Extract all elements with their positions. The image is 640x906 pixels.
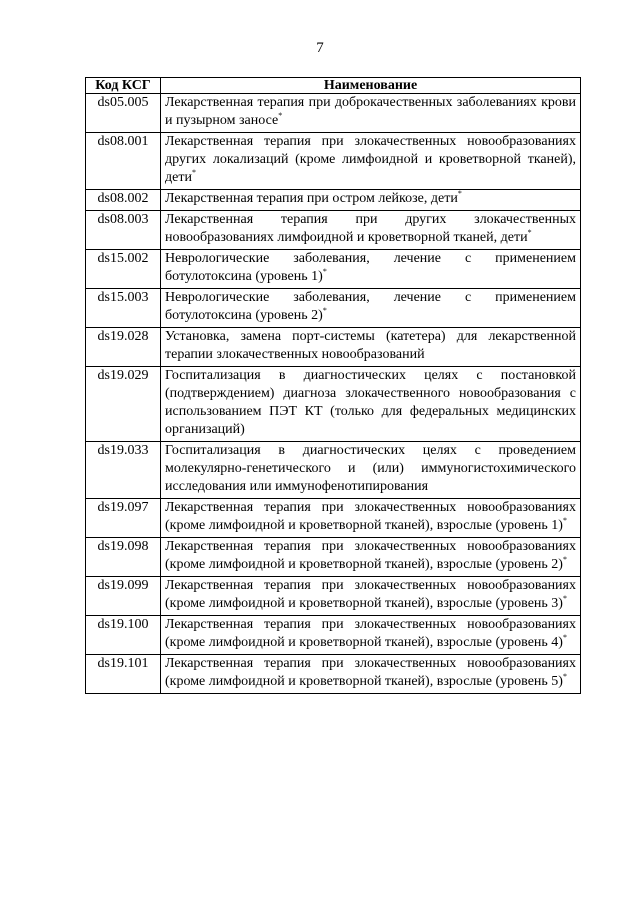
ksg-code-cell: ds19.029 [86,367,161,442]
footnote-mark: * [562,555,567,564]
table-row [86,250,581,289]
footnote-mark: * [457,189,462,198]
footnote-mark: * [322,306,327,315]
table-row [86,133,581,190]
ksg-name-cell [161,250,581,289]
ksg-name-cell [161,616,581,655]
ksg-code-cell: ds19.099 [86,577,161,616]
ksg-name-text: Неврологические заболевания, лечение с применением ботулотоксина (уровень 2) [165,290,576,323]
ksg-code-cell: ds19.097 [86,499,161,538]
table-row [86,190,581,211]
name-column-header: Наименование [161,78,581,94]
footnote-mark: * [527,228,532,237]
ksg-code-cell: ds08.001 [86,133,161,190]
ksg-name-cell [161,367,581,442]
ksg-name-text: Госпитализация в диагностических целях с постановкой (подтверждением) диагноза злокачественного новообразования с использованием ПЭТ КТ (только для федеральных медицинских организаций) [165,368,576,437]
ksg-name-cell [161,442,581,499]
ksg-name-cell [161,328,581,367]
ksg-name-cell [161,655,581,694]
ksg-name-cell [161,289,581,328]
table-row [86,211,581,250]
ksg-name-cell [161,190,581,211]
page-number: 7 [316,40,324,56]
table-row [86,655,581,694]
table-row [86,538,581,577]
table-row [86,616,581,655]
ksg-name-cell [161,133,581,190]
table-row [86,577,581,616]
ksg-name-text: Лекарственная терапия при других злокачественных новообразованиях лимфоидной и кроветворной тканей, дети [165,212,576,245]
ksg-name-cell [161,577,581,616]
footnote-mark: * [562,672,567,681]
footnote-mark: * [191,168,196,177]
ksg-name-text: Госпитализация в диагностических целях с проведением молекулярно-генетического и (или) иммуногистохимического исследования или иммунофенотипирования [165,443,576,494]
table-row [86,499,581,538]
ksg-name-text: Лекарственная терапия при злокачественных новообразованиях (кроме лимфоидной и кроветворной тканей), взрослые (уровень 3) [165,578,576,611]
code-column-header: Код КСГ [86,78,161,94]
table-header-row [86,78,581,94]
ksg-name-text: Лекарственная терапия при злокачественных новообразованиях других локализаций (кроме лимфоидной и кроветворной тканей), дети [165,134,576,185]
ksg-name-cell [161,499,581,538]
ksg-code-cell: ds08.003 [86,211,161,250]
ksg-code-cell: ds08.002 [86,190,161,211]
table-row [86,442,581,499]
footnote-mark: * [278,111,283,120]
ksg-code-cell: ds15.003 [86,289,161,328]
ksg-name-text: Лекарственная терапия при доброкачественных заболеваниях крови и пузырном заносе [165,95,576,128]
footnote-mark: * [322,267,327,276]
ksg-name-text: Лекарственная терапия при остром лейкозе, дети [165,191,458,206]
ksg-name-text: Лекарственная терапия при злокачественных новообразованиях (кроме лимфоидной и кроветворной тканей), взрослые (уровень 5) [165,656,576,689]
table-row [86,367,581,442]
ksg-code-cell: ds19.033 [86,442,161,499]
ksg-code-cell: ds05.005 [86,94,161,133]
ksg-name-text: Лекарственная терапия при злокачественных новообразованиях (кроме лимфоидной и кроветворной тканей), взрослые (уровень 4) [165,617,576,650]
table-row [86,289,581,328]
ksg-name-cell [161,94,581,133]
table-body [86,94,581,694]
ksg-name-text: Лекарственная терапия при злокачественных новообразованиях (кроме лимфоидной и кроветворной тканей), взрослые (уровень 1) [165,500,576,533]
footnote-mark: * [562,594,567,603]
ksg-name-text: Установка, замена порт-системы (катетера) для лекарственной терапии злокачественных новообразований [165,329,576,362]
ksg-name-cell [161,211,581,250]
ksg-code-cell: ds19.098 [86,538,161,577]
ksg-name-text: Неврологические заболевания, лечение с применением ботулотоксина (уровень 1) [165,251,576,284]
ksg-name-cell [161,538,581,577]
ksg-code-cell: ds15.002 [86,250,161,289]
table-row [86,94,581,133]
ksg-code-cell: ds19.028 [86,328,161,367]
footnote-mark: * [562,516,567,525]
footnote-mark: * [562,633,567,642]
ksg-name-text: Лекарственная терапия при злокачественных новообразованиях (кроме лимфоидной и кроветворной тканей), взрослые (уровень 2) [165,539,576,572]
table-row [86,328,581,367]
ksg-code-cell: ds19.100 [86,616,161,655]
ksg-code-cell: ds19.101 [86,655,161,694]
ksg-table [85,77,581,694]
